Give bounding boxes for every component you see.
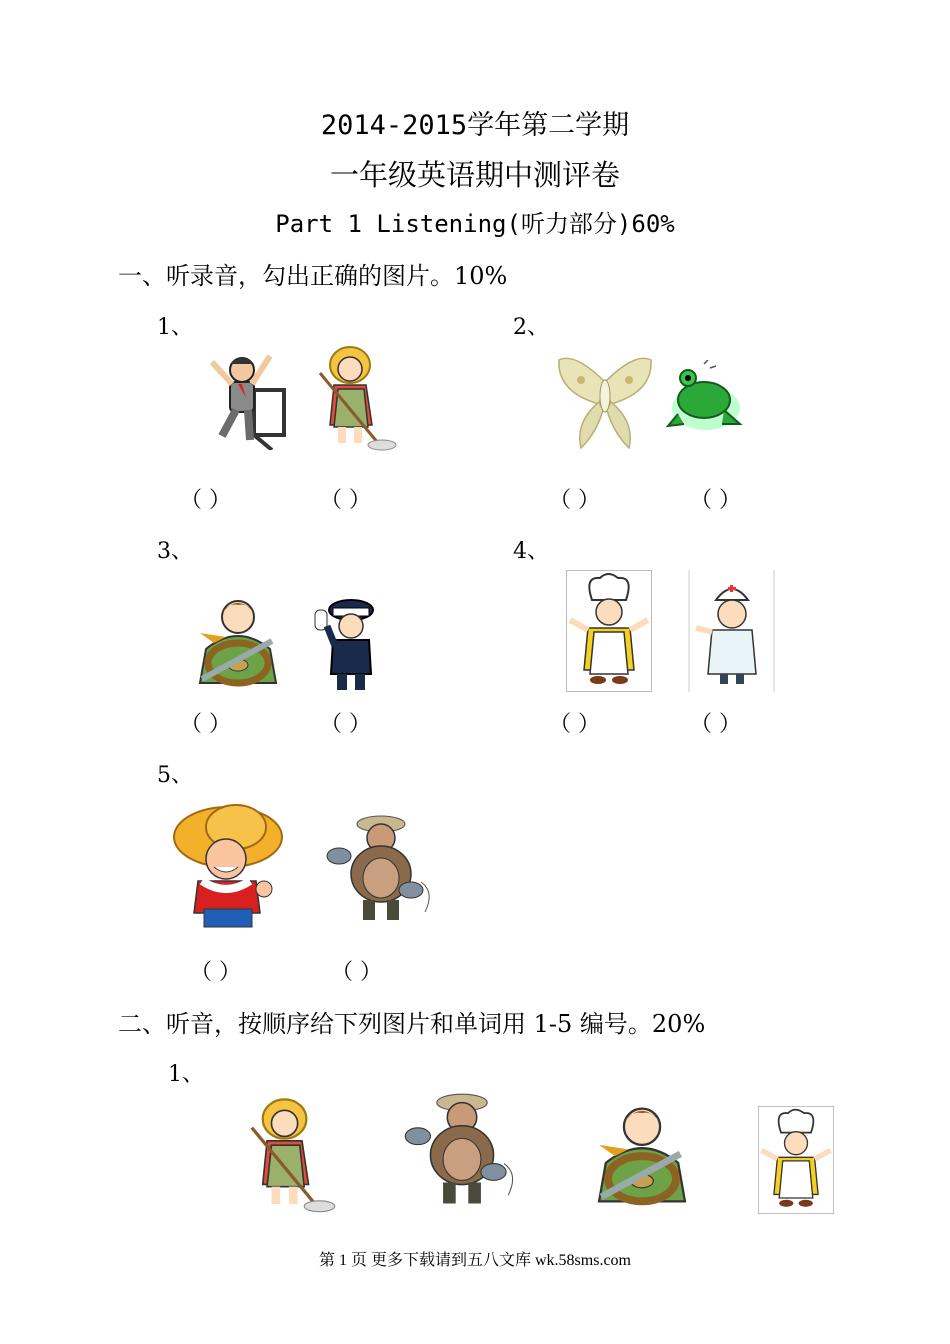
section1-title: 一、听录音，勾出正确的图片。10%: [118, 262, 508, 290]
answer-paren[interactable]: （ ）: [320, 488, 371, 513]
answer-paren[interactable]: （ ）: [549, 712, 600, 737]
item-number: 1、: [168, 1062, 204, 1087]
doctor-icon: [688, 570, 776, 692]
moth-icon: [555, 352, 655, 452]
answer-paren[interactable]: （ ）: [690, 488, 741, 513]
answer-paren[interactable]: （ ）: [190, 960, 241, 985]
cook-icon: [758, 1106, 834, 1214]
driver-icon: [590, 1098, 694, 1212]
answer-paren[interactable]: （ ）: [690, 712, 741, 737]
answer-paren[interactable]: （ ）: [180, 488, 231, 513]
policeman-icon: [305, 590, 389, 694]
fisherman-icon: [396, 1090, 528, 1214]
item-number: 1、: [157, 315, 193, 340]
answer-paren[interactable]: （ ）: [180, 712, 231, 737]
item-number: 4、: [513, 539, 549, 564]
item-number: 5、: [157, 763, 193, 788]
fisherman-icon: [325, 812, 437, 930]
title-part: Part 1 Listening(听力部分)60%: [275, 210, 675, 238]
answer-paren[interactable]: （ ）: [549, 488, 600, 513]
answer-paren[interactable]: （ ）: [331, 960, 382, 985]
cleaner-woman-icon: [242, 1095, 338, 1215]
driver-icon: [192, 593, 284, 691]
cook-icon: [566, 570, 652, 692]
answer-paren[interactable]: （ ）: [320, 712, 371, 737]
item-number: 2、: [513, 315, 549, 340]
farmer-icon: [172, 797, 284, 929]
title-exam: 一年级英语期中测评卷: [329, 158, 620, 192]
item-number: 3、: [157, 539, 193, 564]
cheering-man-icon: [202, 350, 292, 450]
cleaner-woman-icon: [312, 343, 398, 453]
frog-icon: [664, 360, 744, 435]
page-footer: 第 1 页 更多下载请到五八文库 wk.58sms.com: [318, 1252, 631, 1269]
section2-title: 二、听音，按顺序给下列图片和单词用 1-5 编号。20%: [118, 1010, 706, 1038]
title-year: 2014-2015学年第二学期: [320, 110, 630, 141]
